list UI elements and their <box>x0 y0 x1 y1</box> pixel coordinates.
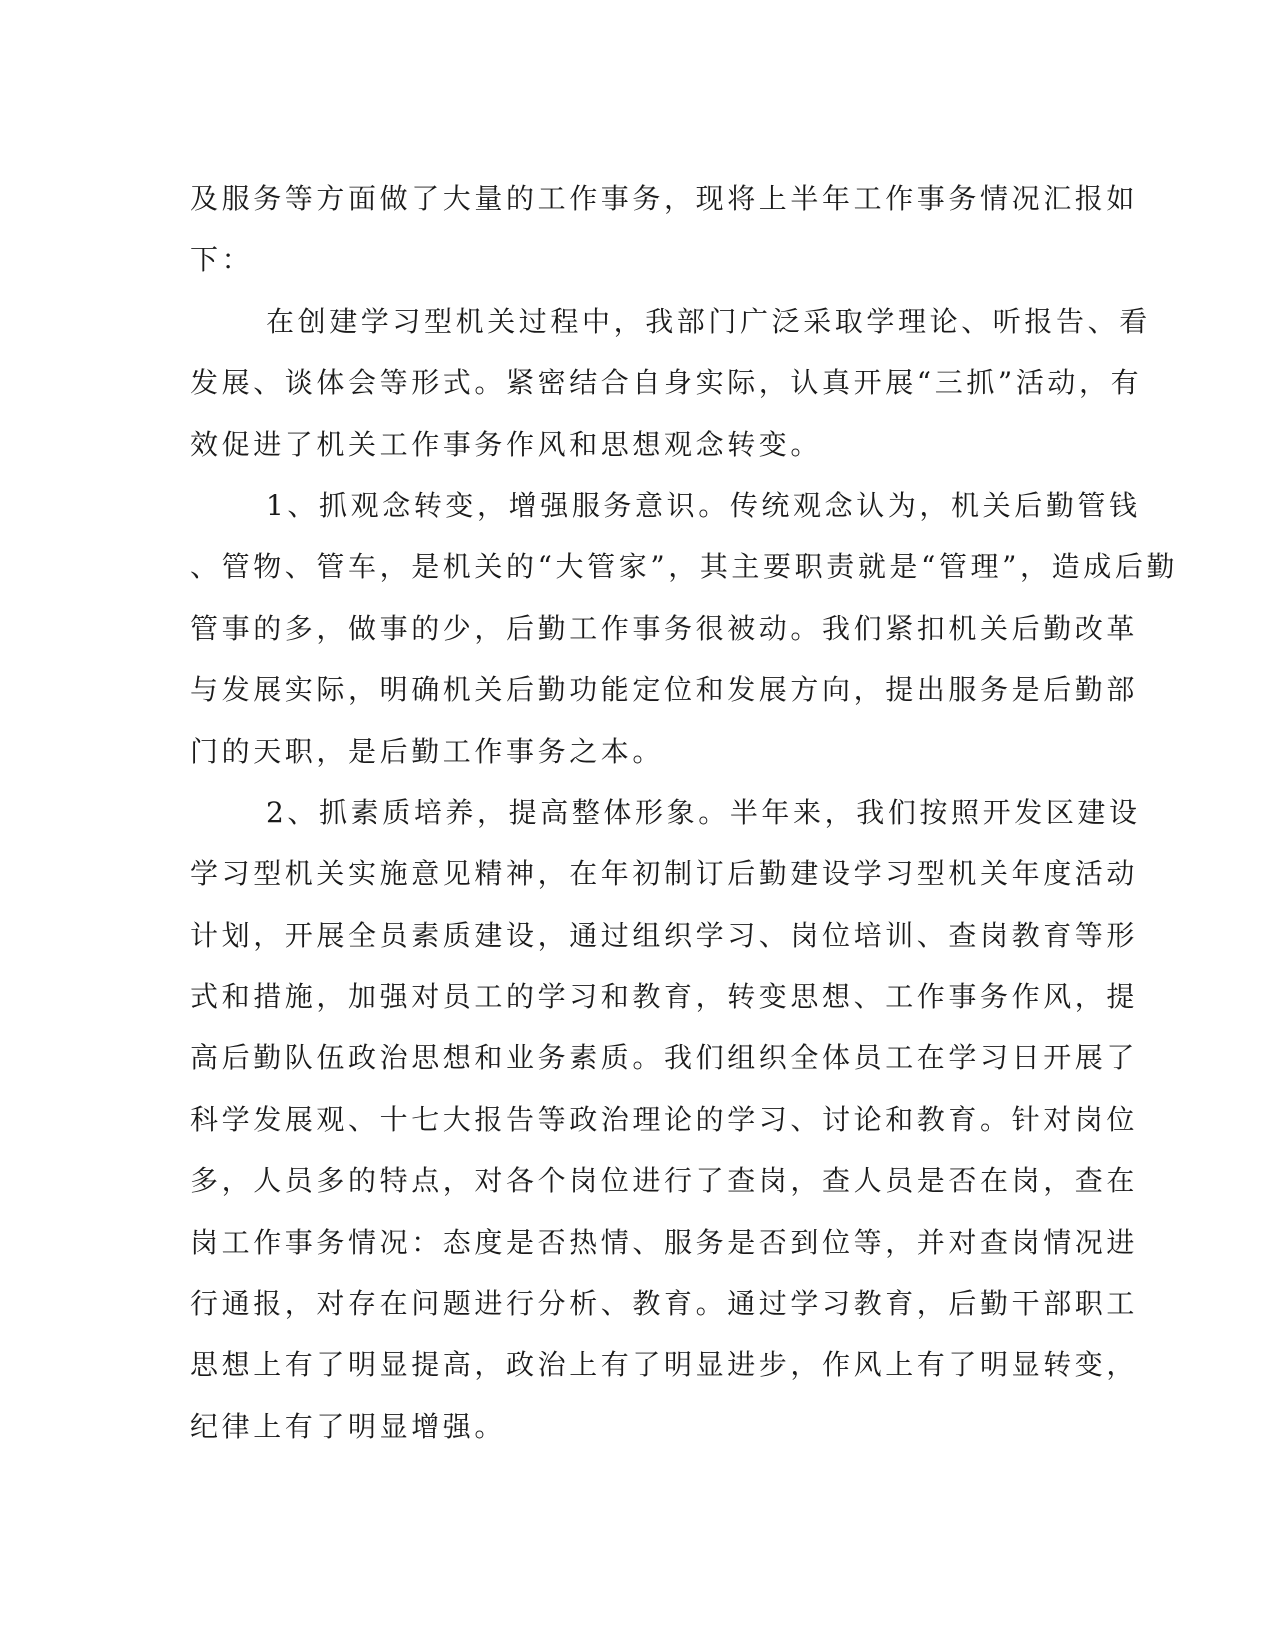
text-line: 岗工作事务情况：态度是否热情、服务是否到位等，并对查岗情况进 <box>190 1225 1139 1259</box>
text-line: 计划，开展全员素质建设，通过组织学习、岗位培训、查岗教育等形 <box>190 918 1139 952</box>
text-line: 科学发展观、十七大报告等政治理论的学习、讨论和教育。针对岗位 <box>190 1102 1139 1136</box>
text-line: 发展、谈体会等形式。紧密结合自身实际，认真开展“三抓”活动，有 <box>190 366 1143 400</box>
text-line: 与发展实际，明确机关后勤功能定位和发展方向，提出服务是后勤部 <box>190 673 1139 707</box>
text-line: 、管物、管车，是机关的“大管家”，其主要职责就是“管理”，造成后勤 <box>190 550 1179 584</box>
document-body <box>190 168 1179 1457</box>
text-line: 纪律上有了明显增强。 <box>190 1409 507 1443</box>
text-line: 门的天职，是后勤工作事务之本。 <box>190 734 665 768</box>
text-line: 思想上有了明显提高，政治上有了明显进步，作风上有了明显转变， <box>190 1348 1139 1382</box>
paragraph-start-line: 1、抓观念转变，增强服务意识。传统观念认为，机关后勤管钱 <box>266 488 1141 522</box>
text-line: 及服务等方面做了大量的工作事务，现将上半年工作事务情况汇报如 <box>190 182 1139 215</box>
paragraph-start-line: 2、抓素质培养，提高整体形象。半年来，我们按照开发区建设 <box>266 795 1141 829</box>
text-line: 高后勤队伍政治思想和业务素质。我们组织全体员工在学习日开展了 <box>190 1041 1139 1075</box>
text-line: 效促进了机关工作事务作风和思想观念转变。 <box>190 427 823 461</box>
text-line: 式和措施，加强对员工的学习和教育，转变思想、工作事务作风，提 <box>190 980 1139 1014</box>
text-line: 行通报，对存在问题进行分析、教育。通过学习教育，后勤干部职工 <box>190 1287 1139 1321</box>
text-line: 学习型机关实施意见精神，在年初制订后勤建设学习型机关年度活动 <box>190 857 1139 891</box>
text-line: 多，人员多的特点，对各个岗位进行了查岗，查人员是否在岗，查在 <box>190 1164 1139 1198</box>
text-line: 管事的多，做事的少，后勤工作事务很被动。我们紧扣机关后勤改革 <box>190 611 1139 645</box>
text-line: 下： <box>190 243 254 277</box>
paragraph-start-line: 在创建学习型机关过程中，我部门广泛采取学理论、听报告、看 <box>266 304 1151 338</box>
